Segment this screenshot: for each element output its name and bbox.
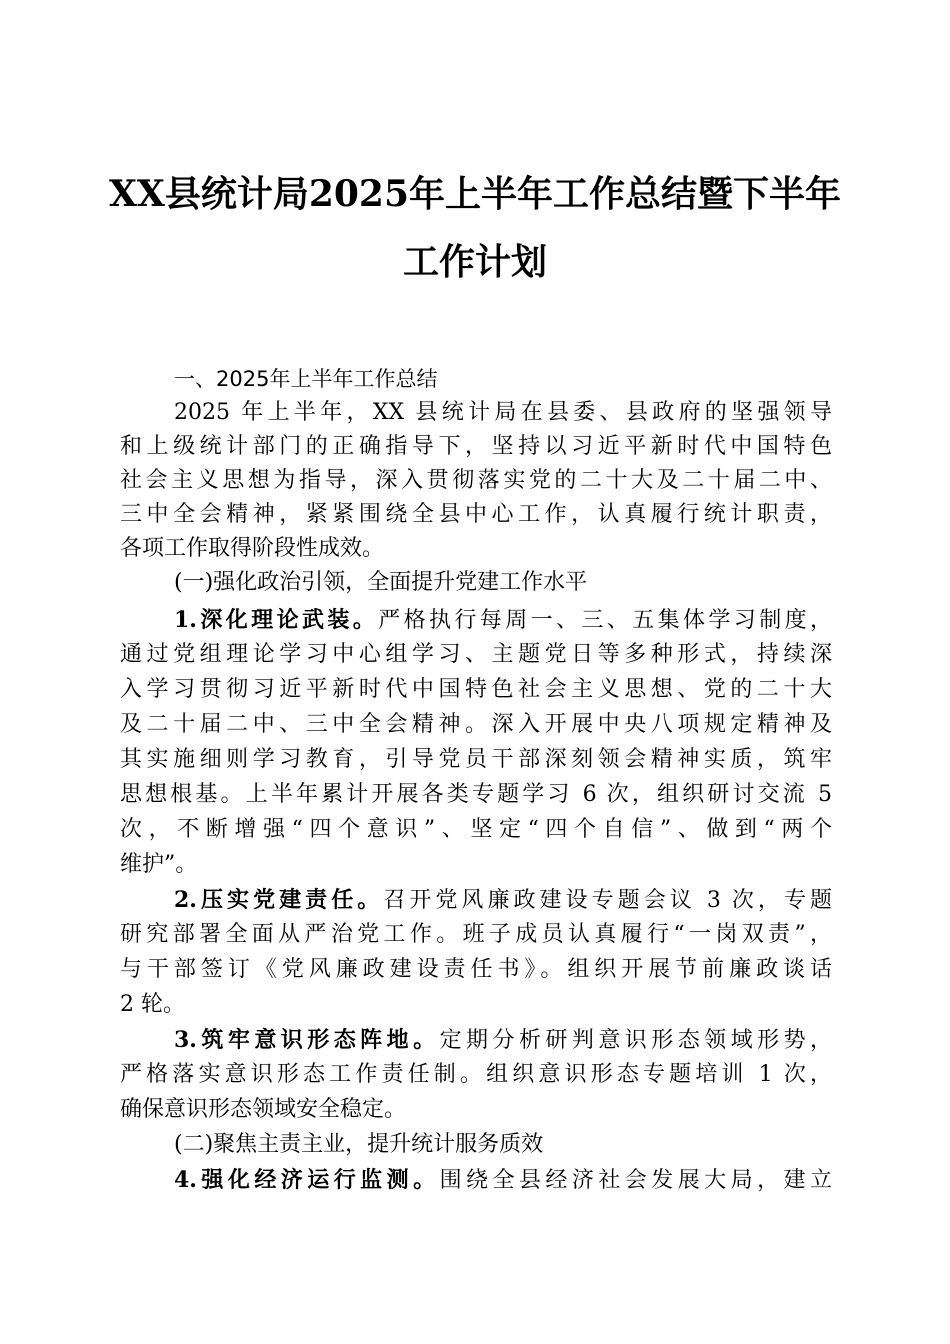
item2-label: 2.压实党建责任。 xyxy=(174,887,384,913)
document-title-line-1: XX县统计局2025年上半年工作总结暨下半年 xyxy=(108,173,842,215)
intro-line-1: 2025 年上半年，XX 县统计局在县委、县政府的坚强领导 xyxy=(174,400,832,425)
item2-first-line xyxy=(174,884,832,916)
item1-line-8: 维护”。 xyxy=(120,852,198,877)
item1-line-6: 思想根基。上半年累计开展各类专题学习 6 次，组织研讨交流 5 xyxy=(120,782,832,807)
item2-line-3: 与干部签订《党风廉政建设责任书》。组织开展节前廉政谈话 xyxy=(120,957,832,982)
item3-line-3: 确保意识形态领域安全稳定。 xyxy=(120,1097,407,1122)
item4-text-1: 围绕全县经济社会发展大局，建立 xyxy=(439,1168,832,1193)
item1-line-7: 次，不断增强“四个意识”、坚定“四个自信”、做到“两个 xyxy=(120,817,832,842)
item1-label: 1.深化理论武装。 xyxy=(174,607,379,633)
item1-line-5: 其实施细则学习教育，引导党员干部深刻领会精神实质，筑牢 xyxy=(120,747,832,772)
item4-first-line xyxy=(174,1164,832,1196)
item1-line-2: 通过党组理论学习中心组学习、主题党日等多种形式，持续深 xyxy=(120,642,832,667)
item2-line-2: 研究部署全面从严治党工作。班子成员认真履行“一岗双责”， xyxy=(120,922,832,947)
document-title-line-2: 工作计划 xyxy=(402,241,547,283)
subheading-1: (一)强化政治引领，全面提升党建工作水平 xyxy=(174,570,588,595)
subheading-2: (二)聚焦主责主业，提升统计服务质效 xyxy=(174,1132,544,1157)
item3-first-line xyxy=(174,1024,832,1056)
item2-line-4: 2 轮。 xyxy=(120,992,185,1017)
intro-line-4: 三中全会精神，紧紧围绕全县中心工作，认真履行统计职责， xyxy=(120,502,832,527)
item3-line-2: 严格落实意识形态工作责任制。组织意识形态专题培训 1 次， xyxy=(120,1062,832,1087)
section-heading-1: 一、2025年上半年工作总结 xyxy=(174,367,438,391)
intro-line-2: 和上级统计部门的正确指导下，坚持以习近平新时代中国特色 xyxy=(120,434,832,459)
item3-text-1: 定期分析研判意识形态领域形势， xyxy=(439,1028,832,1053)
item2-text-1: 召开党风廉政建设专题会议 3 次，专题 xyxy=(383,888,832,913)
item1-text-1: 严格执行每周一、三、五集体学习制度， xyxy=(378,608,832,633)
intro-line-3: 社会主义思想为指导，深入贯彻落实党的二十大及二十届二中、 xyxy=(120,468,832,493)
item1-line-4: 及二十届二中、三中全会精神。深入开展中央八项规定精神及 xyxy=(120,712,832,737)
item3-label: 3.筑牢意识形态阵地。 xyxy=(174,1027,440,1053)
item1-line-3: 入学习贯彻习近平新时代中国特色社会主义思想、党的二十大 xyxy=(120,677,832,702)
intro-line-5: 各项工作取得阶段性成效。 xyxy=(120,536,385,561)
item1-first-line xyxy=(174,604,832,636)
item4-label: 4.强化经济运行监测。 xyxy=(174,1167,440,1193)
